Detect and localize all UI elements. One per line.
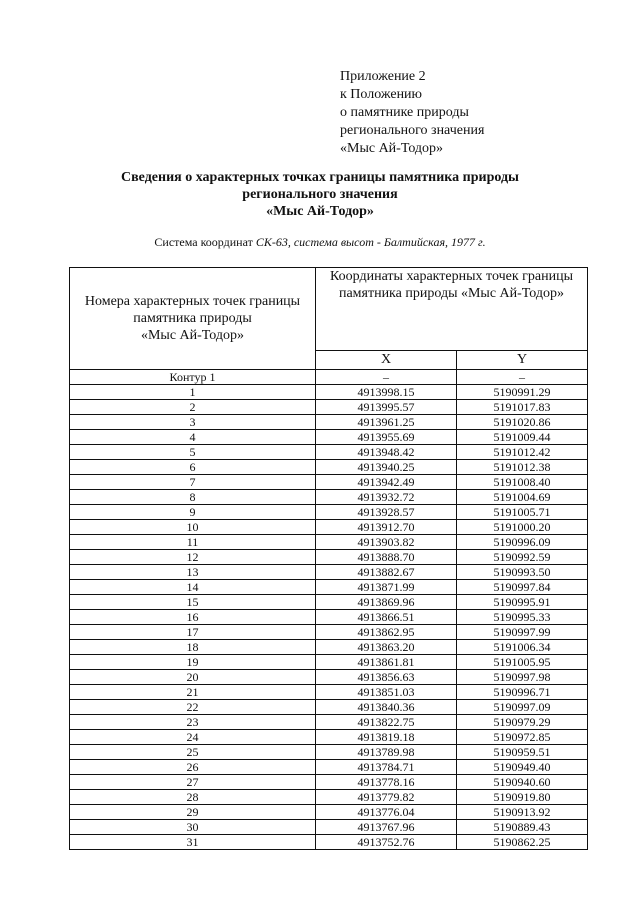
table-row (70, 700, 588, 715)
point-number-cell: 22 (70, 700, 316, 715)
x-coordinate-cell: 4913784.71 (316, 760, 457, 775)
header-coordinates (316, 268, 588, 351)
point-number-cell: 2 (70, 400, 316, 415)
table-row (70, 475, 588, 490)
table-row (70, 445, 588, 460)
table-row (70, 790, 588, 805)
header-line: памятника природы «Мыс Ай-Тодор» (338, 286, 565, 301)
appendix-line: «Мыс Ай-Тодор» (340, 141, 444, 156)
point-number-cell: 14 (70, 580, 316, 595)
header-y: Y (457, 351, 588, 370)
x-coordinate-cell: 4913932.72 (316, 490, 457, 505)
point-number-cell: 17 (70, 625, 316, 640)
x-coordinate-cell: 4913819.18 (316, 730, 457, 745)
header-line: Номера характерных точек границы (84, 294, 301, 309)
table-row (70, 655, 588, 670)
point-number-cell: 8 (70, 490, 316, 505)
x-coordinate-cell: 4913778.16 (316, 775, 457, 790)
table-row (70, 685, 588, 700)
table-row (70, 775, 588, 790)
title-line: регионального значения (242, 187, 398, 202)
point-number-cell: 10 (70, 520, 316, 535)
x-coordinate-cell: 4913871.99 (316, 580, 457, 595)
table-row (70, 670, 588, 685)
y-coordinate-cell: 5190997.98 (457, 670, 588, 685)
y-coordinate-cell: 5190949.40 (457, 760, 588, 775)
table-row (70, 595, 588, 610)
y-coordinate-cell: 5190997.84 (457, 580, 588, 595)
y-coordinate-cell: 5190919.80 (457, 790, 588, 805)
x-coordinate-cell: 4913856.63 (316, 670, 457, 685)
header-line: «Мыс Ай-Тодор» (140, 328, 245, 343)
x-coordinate-cell: – (316, 370, 457, 385)
table-row (70, 715, 588, 730)
header-x: X (316, 351, 457, 370)
y-coordinate-cell: 5191006.34 (457, 640, 588, 655)
point-number-cell: Контур 1 (70, 370, 316, 385)
point-number-cell: 4 (70, 430, 316, 445)
y-coordinate-cell: 5190996.71 (457, 685, 588, 700)
table-row (70, 745, 588, 760)
header-line: памятника природы (133, 311, 252, 326)
y-coordinate-cell: 5190979.29 (457, 715, 588, 730)
y-coordinate-cell: 5190996.09 (457, 535, 588, 550)
point-number-cell: 24 (70, 730, 316, 745)
x-coordinate-cell: 4913863.20 (316, 640, 457, 655)
table-row (70, 760, 588, 775)
y-coordinate-cell: 5190993.50 (457, 565, 588, 580)
table-row (70, 625, 588, 640)
point-number-cell: 28 (70, 790, 316, 805)
y-coordinate-cell: 5190991.29 (457, 385, 588, 400)
point-number-cell: 26 (70, 760, 316, 775)
table-row (70, 370, 588, 385)
coord-system-italic: СК-63, система высот - Балтийская, 1977 г. (255, 235, 486, 249)
coordinate-system-note (0, 235, 640, 249)
x-coordinate-cell: 4913776.04 (316, 805, 457, 820)
title-line: Сведения о характерных точках границы памятника природы (121, 170, 519, 185)
point-number-cell: 19 (70, 655, 316, 670)
x-coordinate-cell: 4913903.82 (316, 535, 457, 550)
point-number-cell: 18 (70, 640, 316, 655)
table-row (70, 805, 588, 820)
y-coordinate-cell: 5191008.40 (457, 475, 588, 490)
x-coordinate-cell: 4913995.57 (316, 400, 457, 415)
x-coordinate-cell: 4913940.25 (316, 460, 457, 475)
table-body (70, 370, 588, 850)
point-number-cell: 3 (70, 415, 316, 430)
appendix-line: Приложение 2 (340, 69, 426, 84)
y-coordinate-cell: 5191012.42 (457, 445, 588, 460)
table-row (70, 415, 588, 430)
x-coordinate-cell: 4913851.03 (316, 685, 457, 700)
table-row (70, 835, 588, 850)
table-row (70, 565, 588, 580)
point-number-cell: 27 (70, 775, 316, 790)
y-coordinate-cell: 5190913.92 (457, 805, 588, 820)
y-coordinate-cell: 5191020.86 (457, 415, 588, 430)
y-coordinate-cell: 5190940.60 (457, 775, 588, 790)
x-coordinate-cell: 4913869.96 (316, 595, 457, 610)
y-coordinate-cell: 5191000.20 (457, 520, 588, 535)
x-coordinate-cell: 4913866.51 (316, 610, 457, 625)
x-coordinate-cell: 4913942.49 (316, 475, 457, 490)
x-coordinate-cell: 4913840.36 (316, 700, 457, 715)
point-number-cell: 20 (70, 670, 316, 685)
x-coordinate-cell: 4913928.57 (316, 505, 457, 520)
x-coordinate-cell: 4913752.76 (316, 835, 457, 850)
table-row (70, 490, 588, 505)
point-number-cell: 25 (70, 745, 316, 760)
y-coordinate-cell: 5190862.25 (457, 835, 588, 850)
point-number-cell: 1 (70, 385, 316, 400)
appendix-line: о памятнике природы (340, 105, 469, 120)
coord-system-prefix: Система координат (154, 235, 253, 249)
header-point-numbers (70, 268, 316, 370)
appendix-line: регионального значения (340, 123, 485, 138)
boundary-points-table (69, 267, 588, 850)
point-number-cell: 6 (70, 460, 316, 475)
point-number-cell: 7 (70, 475, 316, 490)
table-row (70, 505, 588, 520)
table-row (70, 610, 588, 625)
x-coordinate-cell: 4913822.75 (316, 715, 457, 730)
y-coordinate-cell: 5191005.95 (457, 655, 588, 670)
point-number-cell: 30 (70, 820, 316, 835)
x-coordinate-cell: 4913998.15 (316, 385, 457, 400)
point-number-cell: 11 (70, 535, 316, 550)
appendix-note (340, 68, 484, 158)
table-row (70, 400, 588, 415)
y-coordinate-cell: 5190889.43 (457, 820, 588, 835)
x-coordinate-cell: 4913948.42 (316, 445, 457, 460)
y-coordinate-cell: 5190995.33 (457, 610, 588, 625)
title-line: «Мыс Ай-Тодор» (266, 204, 374, 219)
table-row (70, 460, 588, 475)
table-row (70, 730, 588, 745)
table-row (70, 640, 588, 655)
y-coordinate-cell: 5190997.99 (457, 625, 588, 640)
x-coordinate-cell: 4913912.70 (316, 520, 457, 535)
point-number-cell: 29 (70, 805, 316, 820)
point-number-cell: 12 (70, 550, 316, 565)
y-coordinate-cell: 5191005.71 (457, 505, 588, 520)
point-number-cell: 13 (70, 565, 316, 580)
x-coordinate-cell: 4913955.69 (316, 430, 457, 445)
x-coordinate-cell: 4913861.81 (316, 655, 457, 670)
point-number-cell: 21 (70, 685, 316, 700)
table-row (70, 430, 588, 445)
table-row (70, 580, 588, 595)
x-coordinate-cell: 4913882.67 (316, 565, 457, 580)
point-number-cell: 9 (70, 505, 316, 520)
y-coordinate-cell: 5190959.51 (457, 745, 588, 760)
table-row (70, 550, 588, 565)
x-coordinate-cell: 4913779.82 (316, 790, 457, 805)
table-row (70, 535, 588, 550)
document-title (0, 169, 640, 220)
x-coordinate-cell: 4913789.98 (316, 745, 457, 760)
y-coordinate-cell: – (457, 370, 588, 385)
y-coordinate-cell: 5191009.44 (457, 430, 588, 445)
point-number-cell: 23 (70, 715, 316, 730)
y-coordinate-cell: 5190997.09 (457, 700, 588, 715)
x-coordinate-cell: 4913961.25 (316, 415, 457, 430)
y-coordinate-cell: 5190972.85 (457, 730, 588, 745)
x-coordinate-cell: 4913862.95 (316, 625, 457, 640)
table-row (70, 385, 588, 400)
y-coordinate-cell: 5190992.59 (457, 550, 588, 565)
point-number-cell: 15 (70, 595, 316, 610)
table-row (70, 820, 588, 835)
header-line: Координаты характерных точек границы (330, 269, 573, 284)
point-number-cell: 16 (70, 610, 316, 625)
table-row (70, 520, 588, 535)
y-coordinate-cell: 5191012.38 (457, 460, 588, 475)
point-number-cell: 31 (70, 835, 316, 850)
y-coordinate-cell: 5191017.83 (457, 400, 588, 415)
x-coordinate-cell: 4913888.70 (316, 550, 457, 565)
y-coordinate-cell: 5190995.91 (457, 595, 588, 610)
x-coordinate-cell: 4913767.96 (316, 820, 457, 835)
appendix-line: к Положению (340, 87, 423, 102)
point-number-cell: 5 (70, 445, 316, 460)
y-coordinate-cell: 5191004.69 (457, 490, 588, 505)
